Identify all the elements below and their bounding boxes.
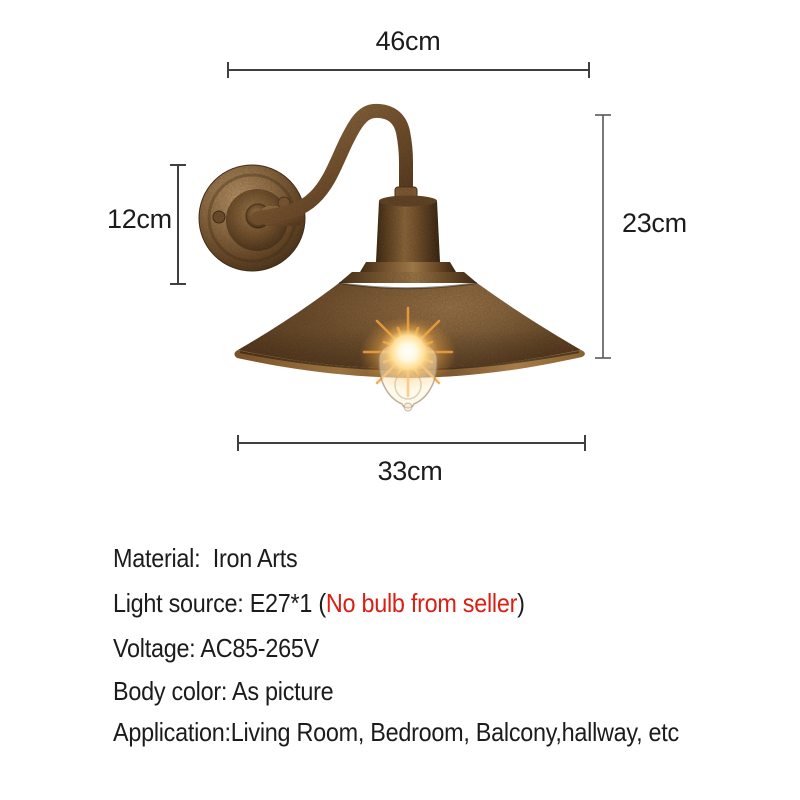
spec-material: Material: Iron Arts [113, 543, 298, 573]
dimension-lamp-height-label: 23cm [622, 208, 687, 238]
wall-lamp-photo [199, 111, 585, 411]
dimension-line-right [595, 115, 611, 358]
light-glow [346, 306, 470, 411]
dimension-line-left [170, 165, 186, 284]
dimension-width-label: 46cm [375, 26, 441, 56]
dimension-line-bottom [238, 435, 585, 451]
dimension-shade-width-label: 33cm [377, 456, 443, 486]
spec-application: Application:Living Room, Bedroom, Balcony,hallway, etc [113, 717, 679, 747]
spec-light-source [113, 588, 525, 618]
spec-voltage: Voltage: AC85-265V [113, 633, 319, 663]
spec-no-bulb-warning: No bulb from seller [325, 588, 518, 618]
dimension-base-height-label: 12cm [107, 204, 172, 234]
dimension-line-top [228, 62, 589, 78]
spec-light-source-prefix: Light source: E27*1 ( [113, 588, 326, 618]
spec-body-color: Body color: As picture [113, 676, 334, 706]
spec-light-source-suffix: ) [517, 588, 525, 618]
